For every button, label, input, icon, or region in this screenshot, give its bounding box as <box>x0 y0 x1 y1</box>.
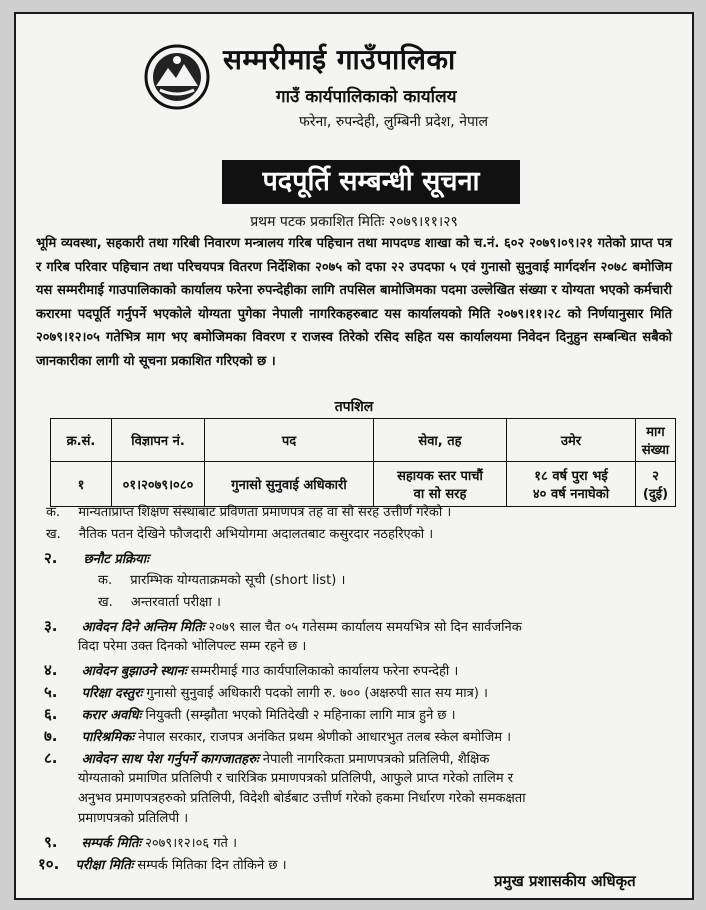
application-deadline <box>44 616 522 636</box>
cell-sn: १ <box>51 462 112 507</box>
municipality-emblem-icon <box>144 44 210 110</box>
item-heading: आवेदन दिने अन्तिम मितिः <box>81 620 205 635</box>
required-documents <box>44 748 489 768</box>
selection-step <box>98 592 221 610</box>
item-number: ८. <box>44 749 58 767</box>
selection-process <box>44 548 149 568</box>
org-name: सम्मरीमाई गाउँपालिका <box>223 43 456 76</box>
table-row <box>51 462 676 507</box>
submission-place <box>44 660 458 680</box>
step-text: प्रारम्भिक योग्यताक्रमको सूची (short list) । <box>130 573 346 588</box>
qualification-text: नैतिक पतन देखिने फौजदारी अभियोगमा अदालतबाट कसुरदार नठहरिएको । <box>78 527 434 542</box>
office-address: फरेना, रुपन्देही, लुम्बिनी प्रदेश, नेपाल <box>299 114 489 130</box>
exam-date <box>38 854 287 874</box>
required-documents-cont: प्रमाणपत्रको प्रतिलिपी । <box>78 811 189 826</box>
item-number: १०. <box>38 855 60 873</box>
table-header: विज्ञापन नं. <box>112 419 205 462</box>
qualification-mark: ख. <box>46 527 61 542</box>
required-documents-cont: योग्यताको प्रमाणित प्रतिलिपी र चारित्रिक प्रमाणपत्रको प्रतिलिपी, आफुले प्राप्त गरेको तालिम र <box>78 771 514 786</box>
item-text: २०७९।१२।०६ गते । <box>145 836 238 851</box>
item-text: २०७९ साल चैत ०५ गतेसम्म कार्यालय समयभित्र सो दिन सार्वजनिक <box>208 620 522 635</box>
table-header: सेवा, तह <box>374 419 507 462</box>
selection-step <box>98 570 345 588</box>
table-header: क्र.सं. <box>51 419 112 462</box>
cell-post: गुनासो सुनुवाई अधिकारी <box>205 462 374 507</box>
age-line-2: ४० वर्ष ननाघेको <box>532 487 610 502</box>
contract-period <box>44 704 456 724</box>
notice-title: पदपूर्ति सम्बन्धी सूचना <box>222 160 520 204</box>
item-number: ४. <box>44 661 58 679</box>
item-number: ७. <box>44 727 58 745</box>
required-documents-cont: अनुभव प्रमाणपत्रहरुको प्रतिलिपी, विदेशी बोर्डबाट उत्तीर्ण गरेको हकमा निर्धारण गरेको समकक्षता <box>78 791 526 806</box>
item-heading: करार अवधिः <box>81 708 142 723</box>
item-heading: परीक्षा मितिः <box>75 858 134 873</box>
age-line-1: १८ वर्ष पुरा भई <box>534 469 608 484</box>
qualification-item <box>46 524 433 542</box>
cell-age <box>507 462 636 507</box>
item-text: सम्पर्क मितिका दिन तोकिने छ । <box>137 858 287 873</box>
exam-fee <box>44 682 488 702</box>
notice-paper <box>14 12 694 900</box>
publication-date: प्रथम पटक प्रकाशित मितिः २०७९।११।२९ <box>250 214 458 230</box>
cell-adv-no: ०१।२०७९।०८० <box>112 462 205 507</box>
table-header: उमेर <box>507 419 636 462</box>
item-number: ९. <box>44 833 58 851</box>
application-deadline-cont: विदा परेमा उक्त दिनको भोलिपल्ट सम्म रहने छ । <box>78 639 307 654</box>
item-heading: छनौट प्रक्रियाः <box>83 552 149 567</box>
qualification-item <box>46 502 451 520</box>
qualification-text: मान्यताप्राप्त शिक्षण संस्थाबाट प्रविणता प्रमाणपत्र तह वा सो सरह उत्तीर्ण गरेको । <box>78 505 452 520</box>
service-line-1: सहायक स्तर पाचौं <box>397 469 483 484</box>
item-heading: परिक्षा दस्तुरः <box>81 686 143 701</box>
cell-count: २ (दुई) <box>636 462 676 507</box>
step-mark: क. <box>98 573 113 588</box>
table-header: माग संख्या <box>636 419 676 462</box>
contact-date <box>44 832 237 852</box>
item-number: २. <box>44 549 58 567</box>
office-name: गाउँ कार्यपालिकाको कार्यालय <box>276 87 457 107</box>
item-number: ३. <box>44 617 58 635</box>
item-heading: सम्पर्क मितिः <box>81 836 142 851</box>
step-text: अन्तरवार्ता परीक्षा । <box>130 595 221 610</box>
item-heading: आवेदन साथ पेश गर्नुपर्ने कागजातहरुः <box>81 752 259 767</box>
posts-table <box>50 418 676 507</box>
step-mark: ख. <box>98 595 113 610</box>
item-text: सम्मरीमाई गाउ कार्यपालिकाको कार्यालय फरेना रुपन्देही । <box>190 664 459 679</box>
signature-title: प्रमुख प्रशासकीय अधिकृत <box>494 872 636 890</box>
item-text: नेपाल सरकार, राजपत्र अनंकित प्रथम श्रेणीको आधारभुत तलब स्केल बमोजिम । <box>138 730 512 745</box>
service-line-2: वा सो सरह <box>413 487 467 502</box>
item-heading: आवेदन बुझाउने स्थानः <box>81 664 187 679</box>
item-number: ६. <box>44 705 58 723</box>
tapsil-label: तपशिल <box>334 399 374 415</box>
table-header: पद <box>205 419 374 462</box>
item-number: ५. <box>44 683 58 701</box>
item-heading: पारिश्रमिकः <box>81 730 135 745</box>
item-text: नेपाली नागरिकता प्रमाणपत्रको प्रतिलिपी, शैक्षिक <box>262 752 490 767</box>
item-text: गुनासो सुनुवाई अधिकारी पदको लागी रु. ७०० (अक्षरुपी सात सय मात्र) । <box>146 686 488 701</box>
remuneration <box>44 726 511 746</box>
cell-service <box>374 462 507 507</box>
qualification-mark: क. <box>46 505 61 520</box>
table-header-row <box>51 419 676 462</box>
item-text: नियुक्ती (सम्झौता भएको मितिदेखी २ महिनाका लागि मात्र हुने छ । <box>145 708 456 723</box>
intro-paragraph: भूमि व्यवस्था, सहकारी तथा गरिबी निवारण मन्त्रालय गरिब पहिचान तथा मापदण्ड शाखा को च.नं. ६०२ २०७९।०९।२१ गतेको प्राप्त पत्र र गरिब परिवार पहिचान तथा परिचयपत्र वितरण निर्देशिका २०७५ को दफा २२ उपदफा ५ एवं गुनासो सुनुवाई मार्गदर्शन २०७८ बमोजिम यस सम्मरीमाई गाउपालिकाको कार्यालय फरेना रुपन्देहीका लागि तपसिल बामोजिमका पदमा उल्लेखित संख्या र योग्यता भएको कर्मचारी करारमा पदपूर्ति गर्नुपर्ने भएकोले योग्यता पुगेका नेपाली नागरिकहरुबाट यस कार्यालयको मिति २०७९।११।२८ को निर्णयानुसार मिति २०७९।१२।०५ गतेभित्र माग भए बमोजिमका विवरण र राजस्व तिरेको रसिद सहित यस कार्यालयमा निवेदन दिनुहुन सम्बन्धित सबैको जानकारीका लागी यो सूचना प्रकाशित गरिएको छ । <box>36 236 672 369</box>
